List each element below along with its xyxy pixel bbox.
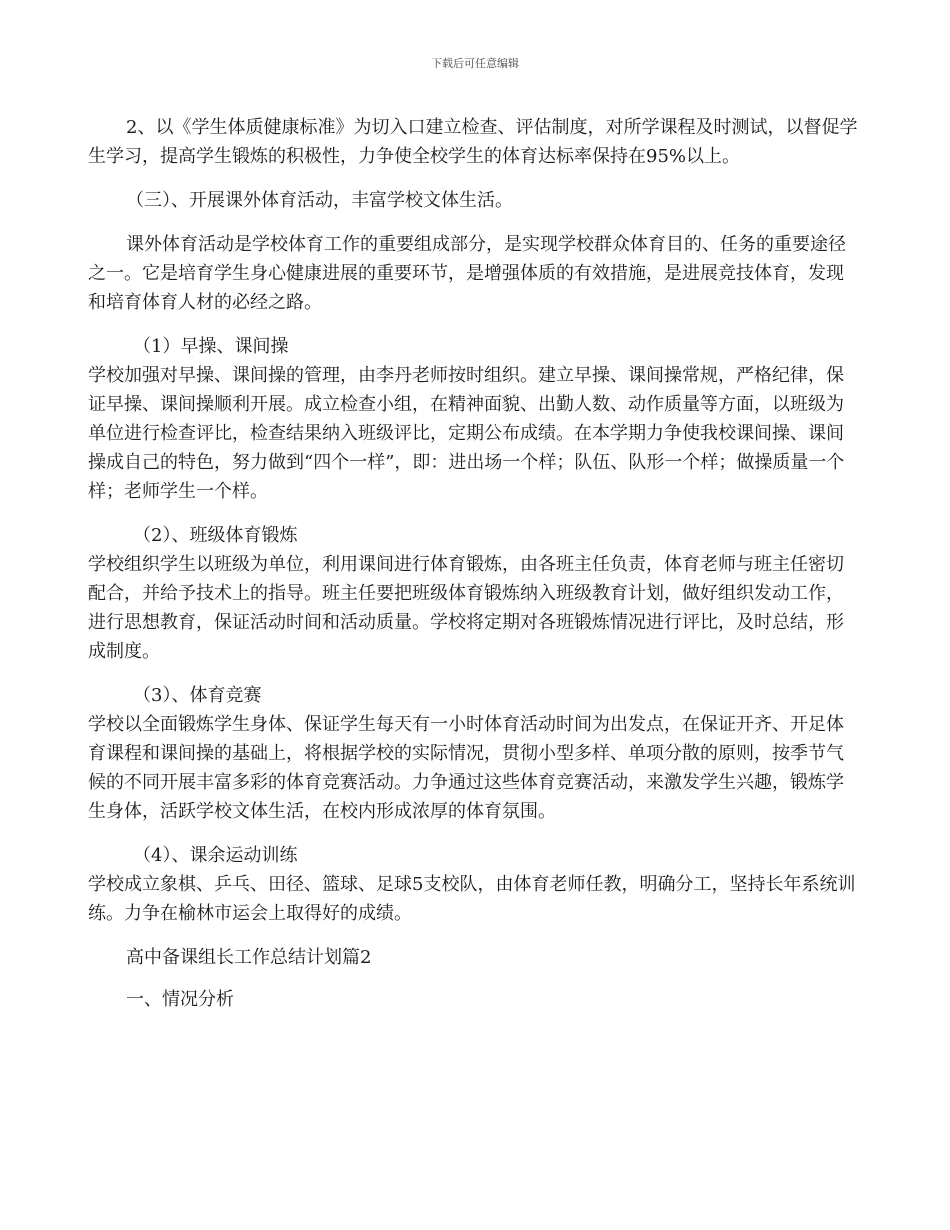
subsection-body-3: 学校以全面锻炼学生身体、保证学生每天有一小时体育活动时间为出发点，在保证开齐、开足体育课程和课间操的基础上，将根据学校的实际情况，贯彻小型多样、单项分散的原则，按季节气候的不同开展丰富多彩的体育竞赛活动。力争通过这些体育竞赛活动，来激发学生兴趣，锻炼学生身体，活跃学校文体生活，在校内形成浓厚的体育氛围。 — [88, 714, 844, 822]
subsection-body-1: 学校加强对早操、课间操的管理，由李丹老师按时组织。建立早操、课间操常规，严格纪律，保证早操、课间操顺利开展。成立检查小组，在精神面貌、出勤人数、动作质量等方面，以班级为单位进行检查评比，检查结果纳入班级评比，定期公布成绩。在本学期力争使我校课间操、课间操成自己的特色，努力做到“四个一样”，即：进出场一个样；队伍、队形一个样；做操质量一个样；老师学生一个样。 — [88, 365, 845, 502]
subsection-body-2: 学校组织学生以班级为单位，利用课间进行体育锻炼，由各班主任负责，体育老师与班主任密切配合，并给予技术上的指导。班主任要把班级体育锻炼纳入班级教育计划，做好组织发动工作，进行思想教育，保证活动时间和活动质量。学校将定期对各班锻炼情况进行评比，及时总结，形成制度。 — [88, 554, 844, 662]
subsection-heading-2: （2）、班级体育锻炼 — [133, 525, 298, 546]
subsection-heading-3: （3）、体育竞赛 — [133, 685, 262, 706]
document-body — [88, 113, 860, 1014]
subsection-heading-4: （4）、课余运动训练 — [133, 845, 298, 866]
page-header: 下载后可任意编辑 — [431, 57, 519, 70]
article-title-2: 高中备课组长工作总结计划篇2 — [126, 947, 372, 968]
subsection-heading-1: （1）早操、课间操 — [133, 336, 289, 357]
paragraph-intro: 课外体育活动是学校体育工作的重要组成部分，是实现学校群众体育目的、任务的重要途径之一。它是培育学生身心健康进展的重要环节，是增强体质的有效措施，是进展竞技体育，发现和培育体育人材的必经之路。 — [88, 234, 846, 313]
section-heading-1: 一、情况分析 — [126, 989, 234, 1010]
paragraph-standard: 2、以《学生体质健康标准》为切入口建立检查、评估制度，对所学课程及时测试，以督促学生学习，提高学生锻炼的积极性，力争使全校学生的体育达标率保持在95%以上。 — [88, 117, 858, 167]
subsection-body-4: 学校成立象棋、乒乓、田径、篮球、足球5支校队，由体育老师任教，明确分工，坚持长年系统训练。力争在榆林市运会上取得好的成绩。 — [88, 874, 856, 924]
section-heading-3: （三）、开展课外体育活动，丰富学校文体生活。 — [126, 190, 513, 211]
